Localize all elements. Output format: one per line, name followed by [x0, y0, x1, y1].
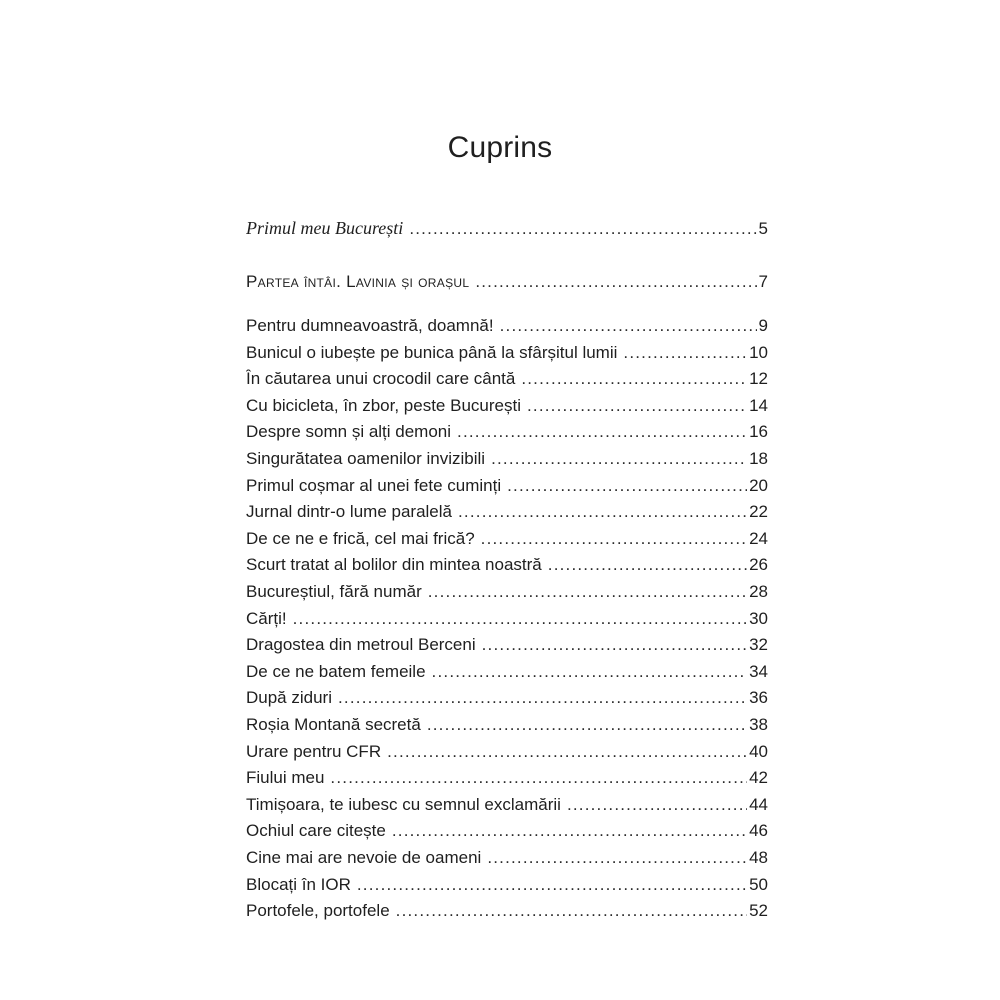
toc-entry[interactable] — [246, 472, 768, 500]
dot-leader — [507, 472, 747, 500]
toc-entry[interactable] — [246, 445, 768, 473]
toc-entry[interactable] — [246, 365, 768, 393]
toc-entry-page: 44 — [749, 794, 768, 814]
toc-entry-label: Primul meu București — [246, 218, 404, 238]
toc-part-heading[interactable] — [246, 268, 768, 296]
toc-entry-page: 20 — [749, 475, 768, 495]
toc-entry[interactable] — [246, 498, 768, 526]
toc-entry-page: 38 — [749, 715, 768, 734]
dot-leader — [623, 339, 747, 367]
toc-entry-page: 32 — [749, 635, 768, 655]
page-title: Cuprins — [447, 131, 553, 164]
toc-entry[interactable] — [246, 605, 768, 633]
dot-leader — [427, 711, 747, 739]
toc-entry-page: 14 — [749, 395, 768, 415]
toc-entry-label: Cine mai are nevoie de oameni — [246, 848, 482, 867]
toc-entry-label: De ce ne e frică, cel mai frică? — [246, 528, 475, 548]
toc-entry-page: 52 — [749, 901, 768, 921]
toc-entry[interactable] — [246, 711, 768, 739]
toc-entry-label: Roșia Montană secretă — [246, 715, 421, 734]
toc-entry-label: Fiului meu — [246, 768, 325, 788]
toc-entry[interactable] — [246, 791, 768, 819]
toc-entry-label: De ce ne batem femeile — [246, 661, 426, 681]
toc-entry-page: 24 — [749, 528, 768, 548]
toc-entry-page: 30 — [749, 608, 768, 628]
toc-entry[interactable] — [246, 551, 768, 579]
toc-entry-label: După ziduri — [246, 688, 332, 708]
toc-entry[interactable] — [246, 764, 768, 792]
toc-entry-page: 48 — [749, 848, 768, 867]
dot-leader — [527, 392, 747, 420]
dot-leader — [392, 817, 747, 845]
toc-entry-page: 42 — [749, 768, 768, 788]
toc-entry[interactable] — [246, 844, 768, 872]
toc-entry-page: 46 — [749, 821, 768, 841]
toc-entry-page: 9 — [758, 316, 768, 335]
toc-part-label: Partea întâi. Lavinia și orașul — [246, 272, 470, 291]
toc-entry-page: 10 — [749, 342, 768, 362]
dot-leader — [396, 897, 747, 925]
toc-entry-label: Cu bicicleta, în zbor, peste București — [246, 395, 521, 415]
toc-entry[interactable] — [246, 339, 768, 367]
dot-leader — [293, 605, 747, 633]
toc-entry-page: 5 — [758, 219, 768, 238]
dot-leader — [338, 684, 747, 712]
toc-entry-page: 50 — [749, 874, 768, 894]
dot-leader — [567, 791, 747, 819]
toc-entry-label: Primul coșmar al unei fete cuminți — [246, 475, 502, 495]
toc-entry[interactable] — [246, 897, 768, 925]
toc-entry-page: 36 — [749, 688, 768, 708]
toc-entry-page: 34 — [749, 661, 768, 681]
toc-entry-page: 26 — [749, 555, 768, 575]
toc-entry-label: Blocați în IOR — [246, 874, 351, 894]
toc-entry-page: 12 — [749, 369, 768, 389]
toc-entry-label: Timișoara, te iubesc cu semnul exclamării — [246, 794, 561, 814]
dot-leader — [357, 871, 747, 899]
toc-entry[interactable] — [246, 392, 768, 420]
dot-leader — [481, 525, 747, 553]
dot-leader — [548, 551, 747, 579]
dot-leader — [387, 738, 747, 766]
toc-entry-page: 28 — [749, 582, 768, 601]
dot-leader — [487, 844, 747, 872]
dot-leader — [491, 445, 747, 473]
toc-entry-label: Dragostea din metroul Berceni — [246, 635, 476, 655]
toc-entry[interactable] — [246, 738, 768, 766]
toc-entry[interactable] — [246, 817, 768, 845]
toc-entry-page: 16 — [749, 422, 768, 442]
toc-entry-label: Pentru dumneavoastră, doamnă! — [246, 316, 494, 335]
toc-entry-page: 22 — [749, 502, 768, 522]
dot-leader — [500, 312, 757, 340]
dot-leader — [428, 578, 747, 606]
dot-leader — [457, 418, 747, 446]
toc-entry-label: Urare pentru CFR — [246, 741, 382, 761]
toc-entry-label: Bucureștiul, fără număr — [246, 582, 422, 601]
toc-entry-label: În căutarea unui crocodil care cântă — [246, 369, 516, 389]
toc-entry-label: Scurt tratat al bolilor din mintea noastră — [246, 555, 542, 575]
toc-entry[interactable] — [246, 312, 768, 340]
toc-entry-label: Bunicul o iubește pe bunica până la sfârșitul lumii — [246, 342, 618, 362]
toc-entry[interactable] — [246, 418, 768, 446]
toc-entry[interactable] — [246, 871, 768, 899]
toc-entry[interactable] — [246, 631, 768, 659]
toc-entry[interactable] — [246, 525, 768, 553]
dot-leader — [432, 658, 748, 686]
dot-leader — [482, 631, 747, 659]
toc-entry-page: 18 — [749, 449, 768, 468]
dot-leader — [409, 215, 756, 242]
toc-entry[interactable] — [246, 578, 768, 606]
toc-entry-label: Cărți! — [246, 608, 287, 628]
toc-entry-label: Despre somn și alți demoni — [246, 422, 452, 442]
dot-leader — [458, 498, 747, 526]
toc-entry[interactable] — [246, 658, 768, 686]
toc-entry-label: Portofele, portofele — [246, 901, 390, 921]
toc-entry-page: 40 — [749, 741, 768, 761]
toc-entry[interactable] — [246, 684, 768, 712]
toc-entry-intro[interactable] — [246, 214, 768, 242]
dot-leader — [330, 764, 747, 792]
toc-part-page: 7 — [758, 272, 768, 291]
dot-leader — [521, 365, 747, 393]
toc-entry-label: Jurnal dintr-o lume paralelă — [246, 502, 452, 522]
toc-entry-label: Singurătatea oamenilor invizibili — [246, 449, 486, 468]
toc-entry-label: Ochiul care citește — [246, 821, 386, 841]
dot-leader — [475, 268, 756, 296]
